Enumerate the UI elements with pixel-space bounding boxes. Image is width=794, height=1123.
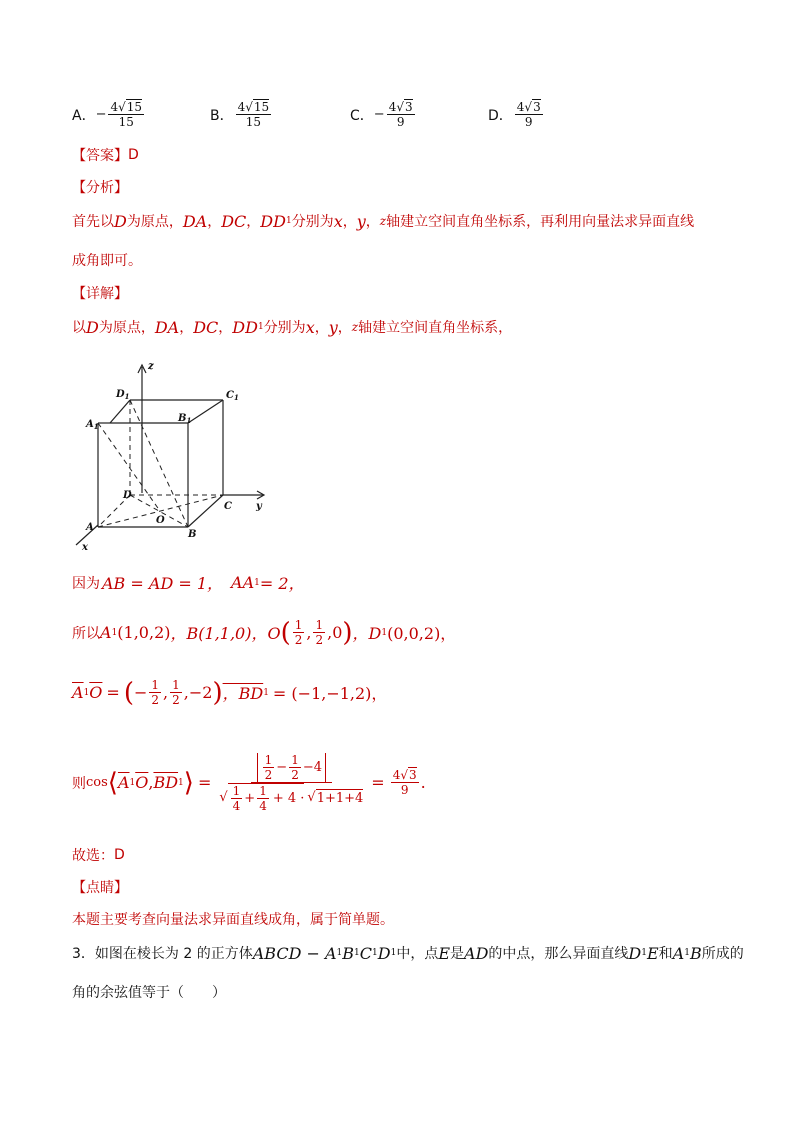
label-b: B — [188, 529, 197, 540]
option-b: B． $\frac{4√15}{15}$ — [210, 100, 270, 129]
conclusion-line: 故选： D — [72, 847, 125, 864]
label-a: A — [86, 522, 94, 533]
label-y: y — [256, 501, 262, 512]
analysis-line-2: 成角即可。 — [72, 253, 142, 269]
label-c1: $C_1$ — [226, 390, 239, 402]
option-d-fraction: $\frac{4√3}{9}$ — [516, 100, 541, 129]
question3-line-2: 角的余弦值等于（ ） — [72, 985, 226, 1001]
detail-label: 【详解】 — [72, 286, 128, 302]
cube-figure — [68, 355, 273, 555]
comment-text: 本题主要考查向量法求异面直线成角，属于简单题。 — [72, 912, 394, 928]
label-a1: $A_1$ — [86, 419, 99, 431]
option-a-fraction: $\frac{4√15}{15}$ — [110, 100, 143, 129]
question3-line-1: 3． 如图在棱长为 2 的正方体 ABCD − A 1 B 1 C 1 D 1 中，点 E 是 AD 的中点，那么异面直线 D 1 E 和 A 1 B 所成的 — [72, 943, 744, 963]
label-z: z — [148, 361, 154, 372]
label-o: O — [156, 515, 165, 526]
label-d1: $D_1$ — [116, 389, 130, 401]
answer-line: 【答案】 D — [72, 147, 139, 164]
label-b1: $B_1$ — [178, 413, 192, 425]
comment-label: 【点睛】 — [72, 880, 128, 896]
analysis-line-1: 首先以 D 为原点， DA ， DC ， DD 1 分别为 x ， y ， z 轴建立空间直角坐标系，再利用向量法求异面直线 — [72, 211, 695, 231]
cos-line: 则 cos ⟨ $\overline{A}$ 1 $\overline{O}$ , $\overline{BD}$ 1 ⟩ = $\frac{1}{2}$ − $\frac{1}{2}$ −4 √ $\frac{1}{4}$ + $\frac{1}{4}$ + 4 · √ 1+1+4 = $\frac{4√3}{9}$ . — [72, 753, 426, 813]
label-d: D — [123, 490, 132, 501]
points-line: 所以 A 1 (1,0,2) ，B(1,1,0)，O ( $\frac{1}{2}$ , $\frac{1}{2}$ ,0 ) ，D 1 (0,0,2)， — [72, 617, 457, 648]
option-b-fraction: $\frac{4√15}{15}$ — [237, 100, 270, 129]
vectors-line: $\overline{A}$ 1 $\overline{O}$ = ( − $\frac{1}{2}$ , $\frac{1}{2}$ ,−2 ) ，BD 1 = (−1,−1,2)， — [72, 677, 388, 708]
detail-line-1: 以 D 为原点， DA ， DC ， DD 1 分别为 x ， y ， z 轴建立空间直角坐标系， — [72, 317, 513, 337]
cos-fraction: $\frac{1}{2}$ − $\frac{1}{2}$ −4 √ $\frac{1}{4}$ + $\frac{1}{4}$ + 4 · √ 1+1+4 — [219, 753, 364, 813]
label-c: C — [224, 501, 232, 512]
analysis-label: 【分析】 — [72, 180, 128, 196]
result-fraction: $\frac{4√3}{9}$ — [392, 768, 417, 797]
label-x: x — [82, 542, 88, 553]
option-d: D． $\frac{4√3}{9}$ — [488, 100, 541, 129]
option-c: C． − $\frac{4√3}{9}$ — [350, 100, 413, 129]
option-c-fraction: $\frac{4√3}{9}$ — [388, 100, 413, 129]
option-a: A． − $\frac{4√15}{15}$ — [72, 100, 143, 129]
because-line: 因为 AB = AD = 1， AA 1 = 2， — [72, 573, 305, 593]
